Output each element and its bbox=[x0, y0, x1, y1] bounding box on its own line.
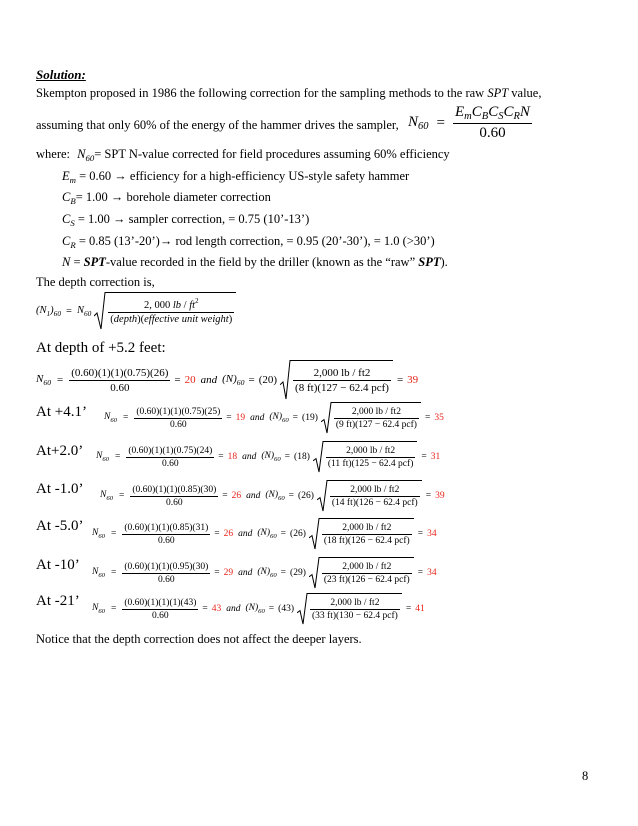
case-equation: $N_{60}$ = $\frac{(0.60)(1)(1)(0.75)(25)}{0.60}$ = 19 and $(N)_{60}$ = (19) $\frac{2,000 lb / ft2}{\text{(9 ft)(127 − 62.4 pcf)}}$ = 35 bbox=[104, 402, 444, 434]
case-sqrt bbox=[309, 518, 414, 550]
case-result: 41 bbox=[415, 604, 425, 614]
case-root-denominator: (18 ft)(126 − 62.4 pcf) bbox=[323, 536, 410, 546]
case-numerator: (0.60)(1)(1)(0.85)(31) bbox=[124, 522, 209, 533]
case-n60-paren: (19) bbox=[302, 413, 318, 423]
case-numerator: (0.60)(1)(1)(1)(43) bbox=[124, 597, 197, 608]
main-formula-denominator: 0.60 bbox=[479, 125, 506, 141]
depth-formula: $(N_1)_{60}$ = $N_{60}$ $\frac{2, 000 lb / ft^2}{\text{(depth)(effective unit weight)}}$ bbox=[36, 292, 236, 330]
main-formula-fraction bbox=[453, 104, 532, 142]
case-n60-symbol: $N_{60}$ bbox=[104, 412, 117, 424]
case-n60-paren: (43) bbox=[278, 604, 294, 614]
case-result: 34 bbox=[427, 529, 437, 539]
case-label: At depth of +5.2 feet: bbox=[36, 340, 166, 356]
case-n60-paren: (26) bbox=[298, 491, 314, 501]
case-root-denominator: (11 ft)(125 − 62.4 pcf) bbox=[327, 459, 414, 469]
case-result: 39 bbox=[435, 491, 445, 501]
case-n60-value: 19 bbox=[235, 413, 246, 423]
case-n60-paren: (26) bbox=[290, 529, 306, 539]
case-n60-symbol: $N_{60}$ bbox=[100, 490, 113, 502]
case-and-word: and bbox=[242, 452, 257, 462]
case-numerator: (0.60)(1)(1)(0.75)(25) bbox=[136, 406, 221, 417]
case-label: At -1.0’ bbox=[36, 481, 84, 497]
main-formula-lhs: $N_{60}$ bbox=[408, 114, 429, 132]
definition-cr: $C_R = 0.85$ (13’-20’)→ rod length correction, = 0.95 (20’-30’), = 1.0 (>30’) bbox=[62, 234, 435, 250]
case-n60-value: 29 bbox=[223, 568, 234, 578]
intro-text-1-end: value, bbox=[511, 86, 542, 100]
case-root-numerator: 2,000 lb / ft2 bbox=[310, 598, 400, 610]
case-sqrt bbox=[317, 480, 422, 512]
case-numerator: (0.60)(1)(1)(0.75)(26) bbox=[71, 366, 169, 379]
case-label: At+2.0’ bbox=[36, 443, 84, 459]
case-root-numerator: 2,000 lb / ft2 bbox=[334, 407, 419, 419]
case-denominator: 0.60 bbox=[169, 419, 187, 430]
intro-spt: SPT bbox=[487, 86, 509, 100]
case-denominator: 0.60 bbox=[110, 381, 130, 394]
case-n60-paren: (29) bbox=[290, 568, 306, 578]
case-and-word: and bbox=[238, 529, 253, 539]
case-denominator: 0.60 bbox=[161, 458, 179, 469]
case-n60-symbol: $N_{60}$ bbox=[96, 451, 109, 463]
case-sqrt bbox=[321, 402, 421, 434]
case-numerator: (0.60)(1)(1)(0.85)(30) bbox=[132, 484, 217, 495]
case-n60-paren: (20) bbox=[258, 374, 278, 386]
conclusion-text: Notice that the depth correction does not affect the deeper layers. bbox=[36, 632, 362, 646]
case-equation: $N_{60}$ = $\frac{(0.60)(1)(1)(0.85)(31)}{0.60}$ = 26 and $(N)_{60}$ = (26) $\frac{2,000 lb / ft2}{\text{(18 ft)(126 − 62.4 pcf)}}$ = 34 bbox=[92, 518, 437, 550]
case-n60-symbol: $N_{60}$ bbox=[92, 603, 105, 615]
case-n60-symbol-2: $(N)_{60}$ bbox=[245, 603, 265, 615]
case-n60-value: 20 bbox=[184, 374, 196, 386]
case-fraction bbox=[69, 367, 170, 394]
case-and-word: and bbox=[226, 604, 241, 614]
case-sqrt bbox=[309, 557, 414, 589]
case-n60-symbol-2: $(N)_{60}$ bbox=[257, 528, 277, 540]
case-numerator: (0.60)(1)(1)(0.95)(30) bbox=[124, 561, 209, 572]
depth-intro: The depth correction is, bbox=[36, 275, 155, 289]
case-fraction bbox=[130, 485, 218, 508]
case-and-word: and bbox=[200, 374, 218, 386]
case-fraction bbox=[122, 562, 210, 585]
solution-heading: Solution: bbox=[36, 67, 86, 82]
case-n60-symbol-2: $(N)_{60}$ bbox=[222, 373, 245, 387]
case-fraction bbox=[122, 523, 210, 546]
case-n60-symbol: $N_{60}$ bbox=[92, 567, 105, 579]
case-equation: $N_{60}$ = $\frac{(0.60)(1)(1)(0.85)(30)}{0.60}$ = 26 and $(N)_{60}$ = (26) $\frac{2,000 lb / ft2}{\text{(14 ft)(126 − 62.4 pcf)}}$ = 39 bbox=[100, 480, 445, 512]
case-label: At -10’ bbox=[36, 557, 80, 573]
case-root-denominator: (23 ft)(126 − 62.4 pcf) bbox=[323, 575, 410, 585]
definition-em: $E_m = 0.60$ → efficiency for a high-efficiency US-style safety hammer bbox=[62, 169, 410, 185]
case-root-denominator: (14 ft)(126 − 62.4 pcf) bbox=[331, 498, 418, 508]
case-label: At +4.1’ bbox=[36, 404, 87, 420]
definition-cb: $C_B= 1.00$ → borehole diameter correction bbox=[62, 190, 271, 206]
case-sqrt bbox=[313, 441, 418, 473]
case-root-numerator: 2,000 lb / ft2 bbox=[326, 446, 416, 458]
case-n60-symbol: $N_{60}$ bbox=[92, 528, 105, 540]
main-formula-numerator: $E_mC_BC_SC_RN$ bbox=[454, 104, 530, 122]
case-n60-paren: (18) bbox=[294, 452, 310, 462]
case-root-denominator: (8 ft)(127 − 62.4 pcf) bbox=[295, 382, 389, 394]
case-numerator: (0.60)(1)(1)(0.75)(24) bbox=[128, 445, 213, 456]
main-formula: $N_{60}$ = $\frac{E_mC_BC_SC_RN}{0.60}$ bbox=[408, 104, 530, 141]
case-and-word: and bbox=[238, 568, 253, 578]
page-number: 8 bbox=[582, 769, 589, 783]
case-n60-value: 26 bbox=[231, 491, 242, 501]
intro-text-1: Skempton proposed in 1986 the following correction for the sampling methods to the raw bbox=[36, 86, 485, 100]
case-n60-symbol-2: $(N)_{60}$ bbox=[261, 451, 281, 463]
case-root-denominator: (9 ft)(127 − 62.4 pcf) bbox=[335, 420, 417, 430]
case-result: 31 bbox=[430, 452, 441, 462]
case-equation: $N_{60}$ = $\frac{(0.60)(1)(1)(0.75)(26)}{0.60}$ = 20 and $(N)_{60}$ = (20) $\frac{2,000 lb / ft2}{\text{(8 ft)(127 − 62.4 pcf)}}$ = 39 bbox=[36, 360, 418, 400]
case-equation: $N_{60}$ = $\frac{(0.60)(1)(1)(1)(43)}{0.60}$ = 43 and $(N)_{60}$ = (43) $\frac{2,000 lb / ft2}{\text{(33 ft)(130 − 62.4 pcf)}}$ = 41 bbox=[92, 593, 425, 625]
case-root-numerator: 2,000 lb / ft2 bbox=[330, 485, 420, 497]
case-result: 39 bbox=[407, 374, 419, 386]
case-fraction bbox=[126, 446, 214, 469]
case-root-numerator: 2,000 lb / ft2 bbox=[322, 523, 412, 535]
case-sqrt bbox=[297, 593, 402, 625]
case-denominator: 0.60 bbox=[165, 497, 183, 508]
case-fraction bbox=[134, 407, 222, 430]
case-n60-symbol: $N_{60}$ bbox=[36, 373, 52, 387]
intro-line-1 bbox=[36, 86, 541, 101]
case-result: 35 bbox=[434, 413, 444, 423]
case-label: At -5.0’ bbox=[36, 518, 84, 534]
case-fraction bbox=[122, 598, 198, 621]
case-result: 34 bbox=[427, 568, 437, 578]
case-n60-value: 26 bbox=[223, 529, 234, 539]
case-denominator: 0.60 bbox=[157, 535, 175, 546]
case-equation: $N_{60}$ = $\frac{(0.60)(1)(1)(0.95)(30)}{0.60}$ = 29 and $(N)_{60}$ = (29) $\frac{2,000 lb / ft2}{\text{(23 ft)(126 − 62.4 pcf)}}$ = 34 bbox=[92, 557, 437, 589]
case-equation: $N_{60}$ = $\frac{(0.60)(1)(1)(0.75)(24)}{0.60}$ = 18 and $(N)_{60}$ = (18) $\frac{2,000 lb / ft2}{\text{(11 ft)(125 − 62.4 pcf)}}$ = 31 bbox=[96, 441, 440, 473]
case-and-word: and bbox=[250, 413, 265, 423]
case-sqrt bbox=[280, 360, 393, 400]
case-label: At -21’ bbox=[36, 593, 80, 609]
case-denominator: 0.60 bbox=[152, 610, 169, 621]
case-n60-value: 18 bbox=[227, 452, 238, 462]
case-n60-symbol-2: $(N)_{60}$ bbox=[269, 412, 289, 424]
definition-cs: $C_S = 1.00$ → sampler correction, = 0.75 (10’-13’) bbox=[62, 212, 310, 228]
case-n60-value: 43 bbox=[211, 604, 222, 614]
case-denominator: 0.60 bbox=[157, 574, 175, 585]
definition-n60: where: $N_{60}=$ SPT N-value corrected for field procedures assuming 60% efficiency bbox=[36, 147, 450, 163]
case-and-word: and bbox=[246, 491, 261, 501]
case-root-numerator: 2,000 lb / ft2 bbox=[293, 367, 391, 381]
case-n60-symbol-2: $(N)_{60}$ bbox=[257, 567, 277, 579]
case-n60-symbol-2: $(N)_{60}$ bbox=[265, 490, 285, 502]
case-root-numerator: 2,000 lb / ft2 bbox=[322, 562, 412, 574]
definition-n: N = SPT-value recorded in the field by the driller (known as the “raw” SPT). bbox=[62, 255, 448, 269]
case-root-denominator: (33 ft)(130 − 62.4 pcf) bbox=[311, 611, 398, 621]
intro-line-2: assuming that only 60% of the energy of the hammer drives the sampler, bbox=[36, 118, 399, 132]
